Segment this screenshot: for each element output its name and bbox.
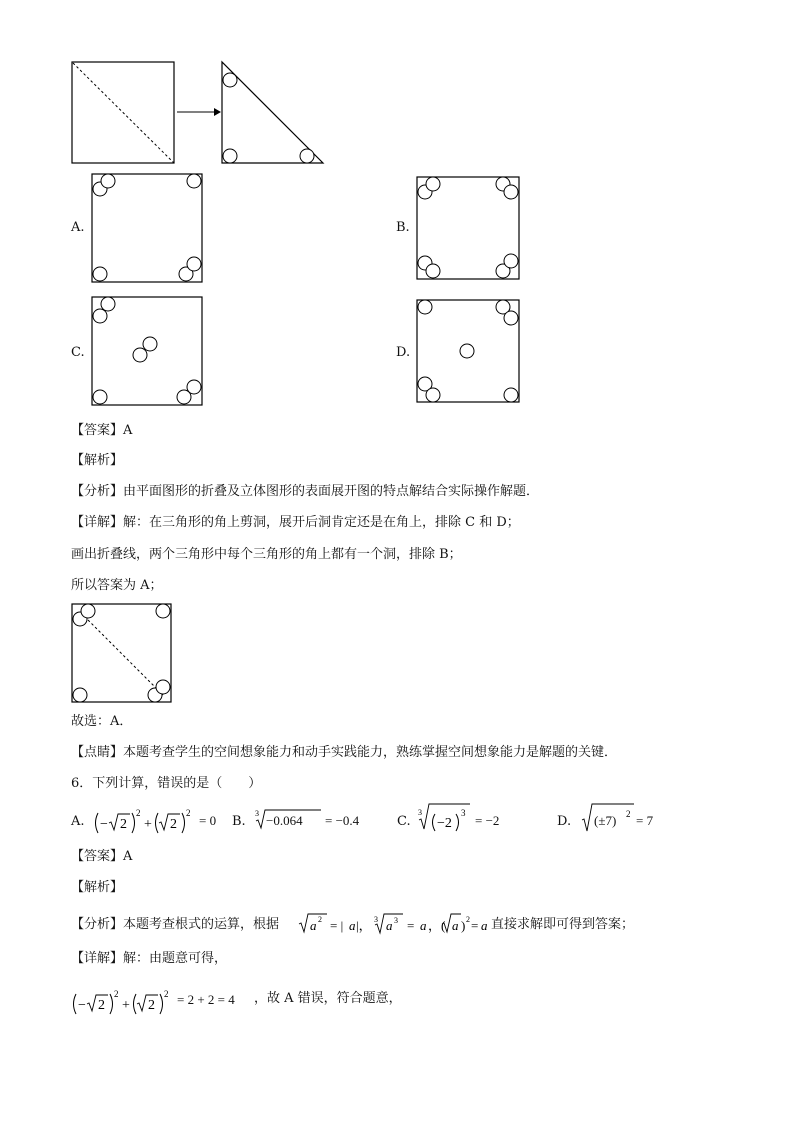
option-b-figure — [415, 175, 522, 281]
q5-xiangjie: 【详解】解：在三角形的角上剪洞，展开后洞肯定还是在角上，排除 C 和 D； — [71, 515, 520, 530]
q6-final-text: ，故 A 错误，符合题意， — [254, 991, 402, 1006]
svg-text:，(: ，( — [428, 918, 446, 933]
svg-text:3: 3 — [255, 809, 259, 818]
svg-text:2: 2 — [186, 808, 191, 818]
q6-final-result: = 2 + 2 = 4 — [177, 992, 235, 1007]
option-b-label: B. — [396, 220, 410, 235]
svg-text:2: 2 — [164, 989, 169, 999]
q6-option-b-label: B. — [232, 814, 246, 829]
q6-option-a-expression — [92, 802, 200, 836]
svg-text:3: 3 — [374, 915, 378, 924]
option-d-label: D. — [396, 345, 411, 360]
q6-option-c-label: C. — [397, 814, 411, 829]
svg-text:a: a — [310, 918, 317, 933]
option-a-label: A. — [71, 220, 85, 235]
q6-option-b-result: = −0.4 — [325, 813, 360, 828]
svg-text:a: a — [481, 918, 488, 933]
q5-line2: 画出折叠线，两个三角形中每个三角形的角上都有一个洞，排除 B； — [71, 547, 462, 562]
folded-triangle-figure — [218, 60, 328, 166]
q5-line3: 所以答案为 A； — [71, 578, 163, 593]
svg-text:2: 2 — [98, 998, 105, 1013]
svg-text:=: = — [471, 918, 479, 933]
svg-text:2: 2 — [148, 998, 155, 1013]
svg-text:2: 2 — [626, 809, 631, 819]
svg-text:a: a — [349, 918, 356, 933]
option-c-label: C. — [71, 345, 85, 360]
svg-text:2: 2 — [114, 989, 119, 999]
svg-text:2: 2 — [466, 915, 470, 924]
svg-text:3: 3 — [418, 808, 422, 817]
svg-text:|，: |， — [356, 918, 372, 933]
fold-square-figure — [70, 60, 180, 166]
q5-choose: 故选：A． — [71, 714, 133, 729]
q6-stem: 6．下列计算，错误的是（ ） — [71, 776, 262, 791]
q6-option-c-result: = −2 — [475, 813, 500, 828]
svg-text:a: a — [420, 918, 427, 933]
q6-option-d-result: = 7 — [636, 813, 654, 828]
svg-text:=: = — [407, 918, 415, 933]
svg-text:): ) — [461, 918, 466, 933]
svg-text:−2: −2 — [437, 816, 452, 831]
svg-text:3: 3 — [461, 808, 466, 818]
q5-analysis-header: 【解析】 — [71, 453, 124, 468]
q5-answer: 【答案】A — [71, 423, 133, 438]
q6-option-a-result: = 0 — [199, 813, 217, 828]
q6-option-d-label: D. — [557, 814, 572, 829]
svg-text:3: 3 — [394, 916, 398, 925]
q6-option-d-inner: (±7) — [594, 813, 617, 828]
svg-text:−: − — [100, 817, 108, 832]
q5-dianjing: 【点睛】本题考查学生的空间想象能力和动手实践能力，熟练掌握空间想象能力是解题的关键． — [71, 745, 618, 760]
option-c-figure — [90, 295, 205, 407]
option-d-figure — [415, 298, 522, 404]
q6-option-a-label: A. — [71, 814, 85, 829]
unfolded-solution-figure — [70, 602, 174, 704]
q6-fenxi-suffix: 直接求解即可得到答案； — [491, 917, 635, 932]
q6-option-c-expression — [416, 800, 474, 834]
svg-text:2: 2 — [120, 817, 127, 832]
svg-text:+: + — [144, 817, 152, 832]
q6-fenxi-prefix: 【分析】本题考查根式的运算，根据 — [71, 917, 280, 932]
svg-text:+: + — [122, 998, 130, 1013]
q5-fenxi: 【分析】由平面图形的折叠及立体图形的表面展开图的特点解结合实际操作解题． — [71, 484, 540, 499]
q6-xiangjie: 【详解】解：由题意可得， — [71, 951, 228, 966]
option-a-figure — [90, 172, 205, 284]
svg-text:2: 2 — [318, 915, 322, 924]
q6-fenxi-formulas — [297, 908, 489, 938]
svg-text:−: − — [78, 998, 86, 1013]
svg-text:a: a — [386, 918, 393, 933]
svg-text:2: 2 — [170, 817, 177, 832]
q6-final-expression — [70, 983, 178, 1017]
svg-text:a: a — [452, 918, 459, 933]
arrow-right-icon — [176, 105, 221, 119]
q6-analysis-header: 【解析】 — [71, 880, 124, 895]
svg-text:2: 2 — [136, 808, 141, 818]
svg-text:= |: = | — [330, 918, 344, 933]
q6-answer: 【答案】A — [71, 849, 133, 864]
q6-option-b-radicand: −0.064 — [266, 813, 303, 828]
